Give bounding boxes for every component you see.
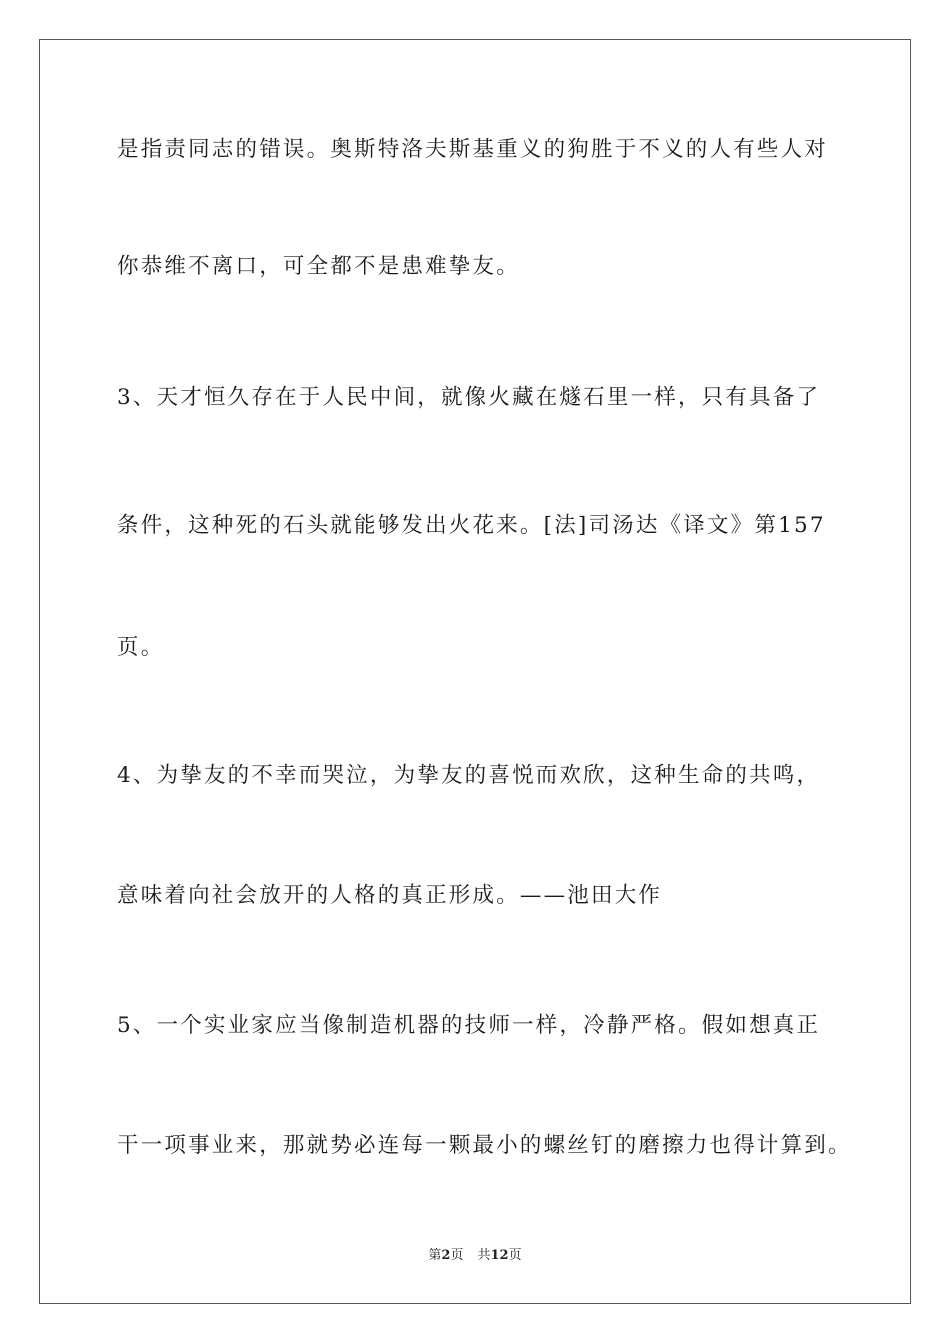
- body-text-line-9: 干一项事业来，那就势必连每一颗最小的螺丝钉的磨擦力也得计算到。: [117, 1133, 852, 1158]
- body-text-line-8: 5、一个实业家应当像制造机器的技师一样，冷静严格。假如想真正: [117, 1013, 821, 1038]
- body-text-line-6: 4、为挚友的不幸而哭泣，为挚友的喜悦而欢欣，这种生命的共鸣，: [117, 763, 821, 788]
- body-text-line-4: 条件，这种死的石头就能够发出火花来。[法]司汤达《译文》第157: [117, 513, 826, 538]
- body-text-line-3: 3、天才恒久存在于人民中间，就像火藏在燧石里一样，只有具备了: [117, 385, 821, 410]
- body-text-line-2: 你恭维不离口，可全都不是患难挚友。: [117, 254, 520, 279]
- footer-page-prefix: 第: [428, 1248, 442, 1263]
- page-footer: [0, 1246, 950, 1266]
- body-text-line-7: 意味着向社会放开的人格的真正形成。——池田大作: [117, 883, 663, 908]
- body-text-line-1: 是指责同志的错误。奥斯特洛夫斯基重义的狗胜于不义的人有些人对: [117, 137, 829, 162]
- footer-page-number: 2: [441, 1248, 451, 1263]
- body-text-line-5: 页。: [117, 635, 165, 660]
- footer-page-suffix: 页: [450, 1248, 464, 1263]
- footer-total-prefix: 共: [477, 1248, 491, 1263]
- footer-total-pages: 12: [490, 1248, 509, 1263]
- page-border: [39, 39, 911, 1304]
- footer-total-suffix: 页: [508, 1248, 522, 1263]
